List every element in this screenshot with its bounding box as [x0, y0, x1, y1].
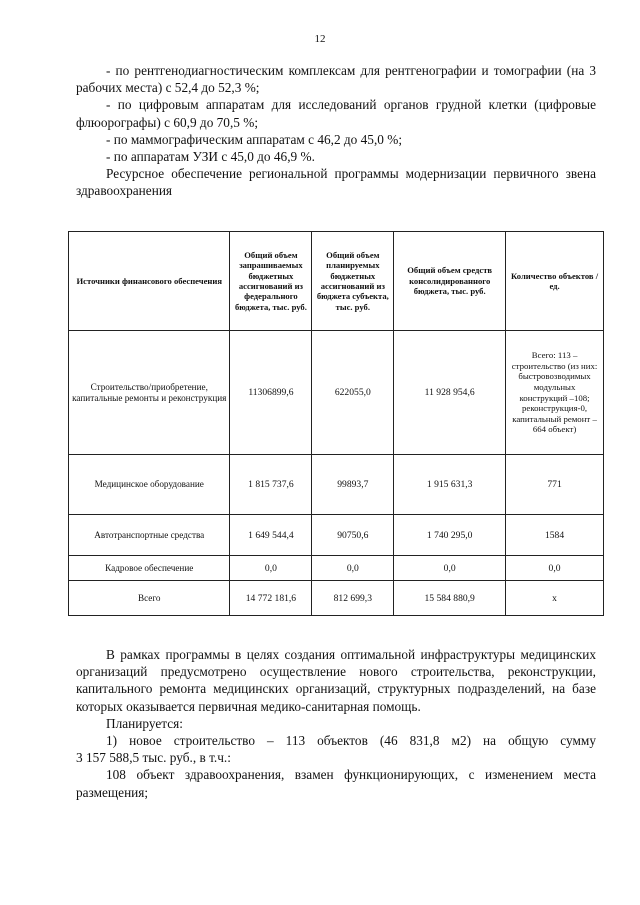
- table-row: [69, 455, 604, 515]
- intro-text-block: [76, 62, 596, 200]
- cell-regional: 812 699,3: [312, 581, 394, 616]
- cell-federal: 14 772 181,6: [230, 581, 312, 616]
- cell-regional: 90750,6: [312, 515, 394, 556]
- cell-federal: 0,0: [230, 556, 312, 581]
- cell-consolidated: 1 740 295,0: [394, 515, 506, 556]
- cell-consolidated: 1 915 631,3: [394, 455, 506, 515]
- cell-source: Кадровое обеспечение: [69, 556, 230, 581]
- cell-consolidated: 15 584 880,9: [394, 581, 506, 616]
- body-text-block: [76, 646, 596, 801]
- cell-count: Всего: 113 – строительство (из них: быстровозводимых модульных конструкций –108; реконструкция-0, капитальный ремонт – 664 объект): [506, 331, 604, 455]
- column-header-count: Количество объектов / ед.: [506, 232, 604, 331]
- cell-count: 0,0: [506, 556, 604, 581]
- paragraph-xray-complexes: - по рентгенодиагностическим комплексам для рентгенографии и томографии (на 3 рабочих места) с 52,4 до 52,3 %;: [76, 63, 596, 96]
- paragraph-new-construction: 1) новое строительство – 113 объектов (46 831,8 м2) на общую сумму: [106, 733, 596, 749]
- table-total-row: [69, 581, 604, 616]
- cell-consolidated: 0,0: [394, 556, 506, 581]
- cell-federal: 11306899,6: [230, 331, 312, 455]
- paragraph-ultrasound: - по аппаратам УЗИ с 45,0 до 46,9 %.: [106, 149, 315, 165]
- cell-regional: 622055,0: [312, 331, 394, 455]
- cell-count: 1584: [506, 515, 604, 556]
- section-heading-resource-support: Ресурсное обеспечение региональной программы модернизации первичного звена здравоохранения: [76, 166, 596, 199]
- table-header-row: [69, 232, 604, 331]
- cell-count: 771: [506, 455, 604, 515]
- cell-count: х: [506, 581, 604, 616]
- table-row: [69, 331, 604, 455]
- paragraph-fluorographs: - по цифровым аппаратам для исследований органов грудной клетки (цифровые флюорографы) с 60,9 до 70,5 %;: [76, 97, 596, 130]
- paragraph-construction-sum: 3 157 588,5 тыс. руб., в т.ч.:: [76, 750, 231, 766]
- paragraph-planned: Планируется:: [106, 715, 183, 731]
- column-header-federal: Общий объем запрашиваемых бюджетных ассигнований из федерального бюджета, тыс. руб.: [230, 232, 312, 331]
- column-header-regional: Общий объем планируемых бюджетных ассигнований из бюджета субъекта, тыс. руб.: [312, 232, 394, 331]
- paragraph-mammography: - по маммографическим аппаратам с 46,2 до 45,0 %;: [106, 131, 403, 147]
- table-row: [69, 515, 604, 556]
- cell-source: Автотранспортные средства: [69, 515, 230, 556]
- table-row: [69, 556, 604, 581]
- cell-regional: 99893,7: [312, 455, 394, 515]
- page-number: 12: [314, 33, 326, 45]
- cell-source: Всего: [69, 581, 230, 616]
- cell-source: Медицинское оборудование: [69, 455, 230, 515]
- cell-federal: 1 649 544,4: [230, 515, 312, 556]
- cell-federal: 1 815 737,6: [230, 455, 312, 515]
- funding-table: [68, 231, 604, 616]
- column-header-source: Источники финансового обеспечения: [69, 232, 230, 331]
- cell-consolidated: 11 928 954,6: [394, 331, 506, 455]
- cell-source: Строительство/приобретение, капитальные ремонты и реконструкция: [69, 331, 230, 455]
- column-header-consolidated: Общий объем средств консолидированного бюджета, тыс. руб.: [394, 232, 506, 331]
- cell-regional: 0,0: [312, 556, 394, 581]
- paragraph-infrastructure: В рамках программы в целях создания оптимальной инфраструктуры медицинских организаций предусмотрено осуществление нового строительства, реконструкции, капитального ремонта медицинских организаций, структурных подразделений, на базе которых оказывается первичная медико-санитарная помощь.: [76, 647, 596, 714]
- paragraph-replacement-facilities: 108 объект здравоохранения, взамен функционирующих, с изменением места размещения;: [76, 767, 596, 800]
